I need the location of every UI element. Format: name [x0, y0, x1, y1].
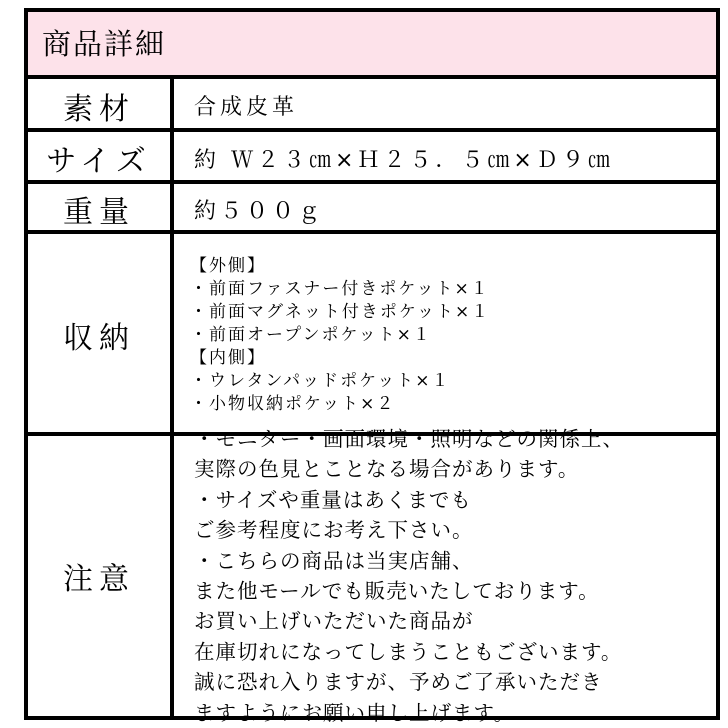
caution-line: お買い上げいただいた商品が: [194, 609, 474, 634]
size-value: 約 Ｗ２３㎝×Ｈ２５．５㎝×Ｄ９㎝: [194, 147, 614, 173]
caution-line: 誠に恐れ入りますが、予めご了承いただき: [194, 670, 603, 695]
storage-row: [28, 230, 716, 436]
storage-line: ・ウレタンパッドポケット×１: [190, 370, 451, 391]
caution-notes: [174, 426, 716, 725]
caution-line: また他モールでも販売いたしております。: [194, 579, 600, 603]
caution-line: 在庫切れになってしまうこともございます。: [194, 639, 623, 664]
weight-label: 重量: [28, 184, 174, 234]
material-label: 素材: [28, 79, 174, 132]
caution-line: ・サイズや重量はあくまでも: [194, 487, 472, 512]
caution-line: ・モニター・画面環境・照明などの関係上、: [194, 426, 624, 451]
weight-value: 約５００ｇ: [194, 198, 325, 224]
caution-line: ますようにお願い申し上げます。: [194, 700, 515, 725]
caution-label: 注意: [28, 436, 174, 716]
product-details-table: [24, 8, 720, 725]
storage-list: [174, 234, 716, 436]
size-row: [28, 128, 716, 184]
weight-row: [28, 180, 716, 234]
caution-line: ・こちらの商品は当実店舗、: [194, 548, 474, 573]
storage-line: 【外側】: [190, 255, 266, 276]
storage-line: ・前面ファスナー付きポケット×１: [190, 278, 490, 299]
table-header: [28, 12, 716, 79]
storage-line: ・前面マグネット付きポケット×１: [190, 301, 491, 322]
caution-row: [28, 426, 716, 725]
storage-line: 【内側】: [190, 347, 266, 368]
size-label: サイズ: [28, 132, 174, 184]
material-row: [28, 79, 716, 132]
caution-line: ご参考程度にお考え下さい。: [194, 518, 474, 543]
material-value: 合成皮革: [194, 95, 299, 120]
caution-line: 実際の色見とことなる場合があります。: [194, 457, 580, 482]
storage-label: 収納: [28, 234, 174, 436]
storage-line: ・小物収納ポケット×２: [190, 393, 396, 414]
storage-line: ・前面オープンポケット×１: [190, 324, 432, 345]
page-title: 商品詳細: [42, 27, 167, 61]
